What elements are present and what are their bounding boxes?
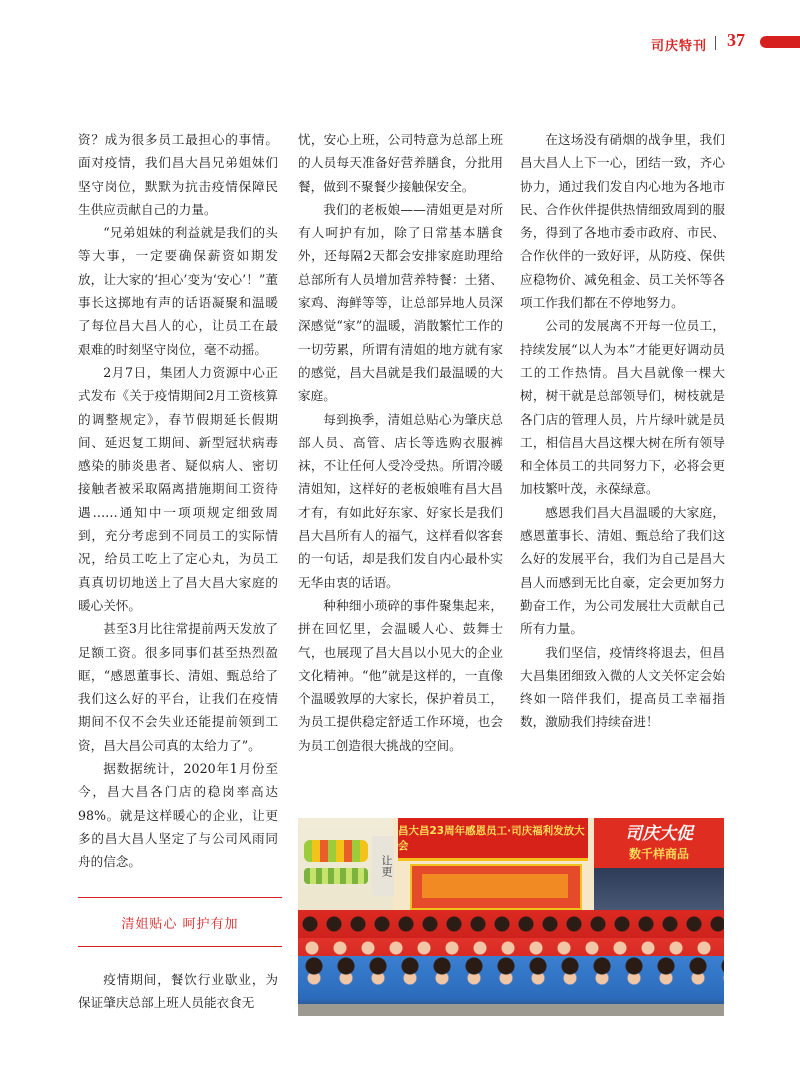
store-sign bbox=[594, 818, 724, 868]
paragraph: 据数据统计，2020年1月份至今，昌大昌各门店的稳岗率高达98%。就是这样暖心的企业，让更多的昌大昌人坚定了与公司风雨同舟的信念。 bbox=[78, 761, 278, 870]
event-banner: 昌大昌23周年感恩员工·司庆福利发放大会 bbox=[398, 818, 588, 861]
paragraph: 公司的发展离不开每一位员工，持续发展“以人为本”才能更好调动员工的工作热情。昌大昌就像一棵大树，树干就是总部领导们，树枝就是各门店的管理人员，片片绿叶就是员工，相信昌大昌这棵大树在所有领导和全体员工的共同努力下，必将会更加枝繁叶茂，永葆绿意。 bbox=[520, 318, 725, 497]
paragraph: 资？成为很多员工最担心的事情。面对疫情，我们昌大昌兄弟姐妹们坚守岗位，默默为抗击疫情保障民生供应贡献自己的力量。 bbox=[78, 132, 278, 217]
group-photo bbox=[298, 818, 724, 1016]
paragraph: 忧，安心上班，公司特意为总部上班的人员每天准备好营养膳食，分批用餐，做到不聚餐少接触保安全。 bbox=[298, 132, 503, 194]
fruit-display bbox=[304, 840, 368, 862]
header-accent-bar bbox=[760, 36, 800, 48]
backdrop-panel bbox=[410, 864, 582, 910]
paragraph: 疫情期间，餐饮行业歇业，为保证肇庆总部上班人员能衣食无 bbox=[78, 972, 278, 1011]
page-header bbox=[0, 0, 800, 60]
shelf-sign: 让更 bbox=[372, 836, 394, 896]
paragraph: 感恩我们昌大昌温暖的大家庭，感恩董事长、清姐、甄总给了我们这么好的发展平台，我们为自己是昌大昌人而感到无比自豪，定会更加努力勤奋工作，为公司发展壮大贡献自己所有力量。 bbox=[520, 504, 725, 637]
text-column-3 bbox=[520, 128, 725, 734]
paragraph: 每到换季，清姐总贴心为肇庆总部人员、高管、店长等选购衣服裤袜，不让任何人受冷受热。所谓冷暖清姐知，这样好的老板娘唯有昌大昌才有，有如此好东家、好家长是我们昌大昌所有人的福气，这样看似客套的一句话，却是我们发自内心最朴实无华由衷的话语。 bbox=[298, 411, 503, 590]
store-sign-main: 司庆大促 bbox=[625, 824, 693, 844]
page-number: 37 bbox=[727, 30, 745, 50]
section-subheading: 清姐贴心 呵护有加 bbox=[78, 897, 282, 947]
text-column-2 bbox=[298, 128, 503, 757]
paragraph: 种种细小琐碎的事件聚集起来，拼在回忆里，会温暖人心、鼓舞士气，也展现了昌大昌以小见大的企业文化精神。“他”就是这样的，一直像个温暖敦厚的大家长，保护着员工，为员工提供稳定舒适工作环境，也会为员工创造很大挑战的空间。 bbox=[298, 597, 503, 753]
paragraph: 我们的老板娘——清姐更是对所有人呵护有加，除了日常基本膳食外，还每隔2天都会安排家庭助理给总部所有人员增加营养特餐：土猪、家鸡、海鲜等等，让总部异地人员深深感觉“家”的温暖，消散繁忙工作的一切劳累，所谓有清姐的地方就有家的感觉，昌大昌就是我们最温暖的大家庭。 bbox=[298, 201, 503, 404]
section-title: 司庆特刊 bbox=[651, 39, 708, 54]
header-divider bbox=[715, 36, 716, 50]
paragraph: 我们坚信，疫情终将退去，但昌大昌集团细致入微的人文关怀定会始终如一陪伴我们，提高员工幸福指数，激励我们持续奋进！ bbox=[520, 644, 725, 730]
text-column-1-continued bbox=[78, 968, 278, 1015]
store-sign-sub: 数千样商品 bbox=[628, 847, 689, 861]
paragraph: 2月7日，集团人力资源中心正式发布《关于疫情期间2月工资核算的调整规定》，春节假期延长假期间、延迟复工期间、新型冠状病毒感染的肺炎患者、疑似病人、密切接触者被采取隔离措施期间工资待遇……通知中一项项规定细致周到，充分考虑到不同员工的实际情况，给员工吃上了定心丸，为员工真真切切地送上了昌大昌大家庭的暖心关怀。 bbox=[78, 364, 278, 613]
paragraph: 甚至3月比往常提前两天发放了足额工资。很多同事们甚至热烈盈眶，“感恩董事长、清姐、甄总给了我们这么好的平台，让我们在疫情期间不仅不会失业还能提前领到工资，昌大昌公司真的太给力了”。 bbox=[78, 621, 278, 753]
paragraph: 在这场没有硝烟的战争里，我们昌大昌人上下一心，团结一致，齐心协力，通过我们发自内心地为各地市民、合作伙伴提供热情细致周到的服务，得到了各地市委市政府、市民、合作伙伴的一致好评，从防疫、保供应稳物价、减免租金、员工关怀等各项工作我们都在不停地努力。 bbox=[520, 132, 725, 311]
vegetable-display bbox=[304, 868, 368, 884]
pavement bbox=[298, 1004, 724, 1016]
text-column-1 bbox=[78, 128, 278, 874]
paragraph: “兄弟姐妹的利益就是我们的头等大事，一定要确保薪资如期发放，让大家的‘担心’变为‘安心’！”董事长这掷地有声的话语凝聚和温暖了每位昌大昌人的心，让员工在最艰难的时刻坚守岗位，毫不动摇。 bbox=[78, 225, 278, 357]
